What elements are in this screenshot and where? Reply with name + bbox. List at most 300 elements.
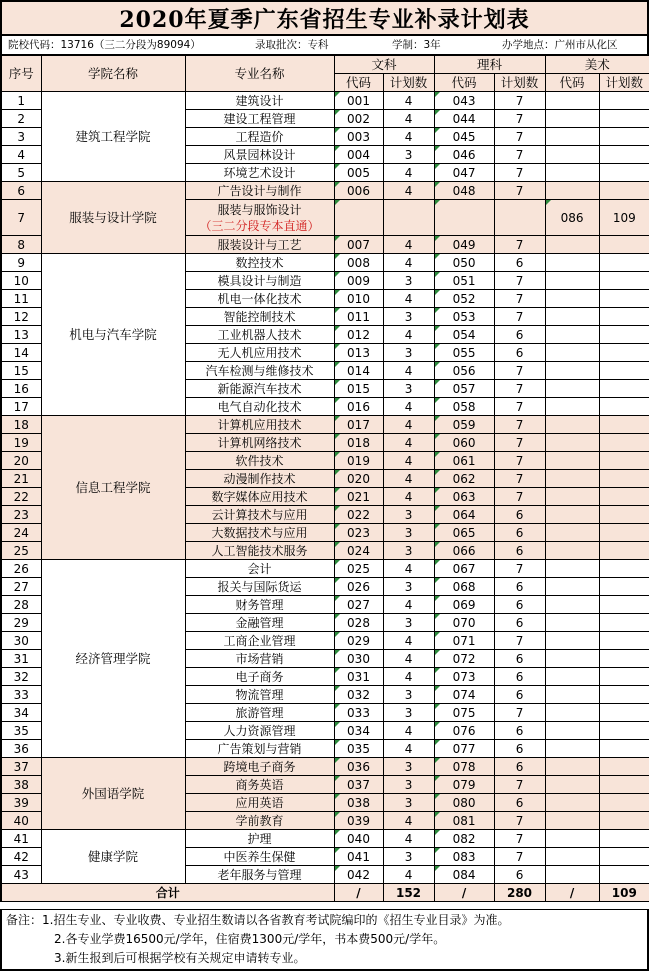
- science-plan: 7: [494, 92, 545, 110]
- fine-arts-plan: [599, 416, 649, 434]
- fine-arts-code: [545, 272, 599, 290]
- row-seq: 21: [1, 470, 41, 488]
- major-name: 旅游管理: [235, 705, 284, 720]
- arts-plan: 4: [383, 470, 434, 488]
- major-note: （三二分段专本直通）: [199, 218, 320, 233]
- row-seq: 33: [1, 686, 41, 704]
- row-major: [185, 776, 334, 794]
- science-code: 064: [434, 506, 494, 524]
- arts-plan: 3: [383, 308, 434, 326]
- arts-plan: 4: [383, 812, 434, 830]
- row-seq: 29: [1, 614, 41, 632]
- note-1: 备注：1.招生专业、专业收费、专业招生数请以各省教育考试院编印的《招生专业目录》为准。: [6, 913, 510, 927]
- major-name: 学前教育: [235, 813, 284, 828]
- total-arts-plan: 152: [383, 884, 434, 902]
- fine-arts-code: [545, 722, 599, 740]
- row-major: [185, 416, 334, 434]
- fine-arts-code: [545, 488, 599, 506]
- arts-code: 024: [334, 542, 383, 560]
- total-science-code: /: [434, 884, 494, 902]
- arts-plan: 3: [383, 506, 434, 524]
- row-major: [185, 848, 334, 866]
- header-fine-arts-plan: 计划数: [599, 74, 649, 92]
- science-code: 051: [434, 272, 494, 290]
- arts-code: 004: [334, 146, 383, 164]
- fine-arts-code: [545, 686, 599, 704]
- arts-plan: 3: [383, 704, 434, 722]
- college-name: 健康学院: [41, 830, 185, 884]
- row-seq: 22: [1, 488, 41, 506]
- science-code: 063: [434, 488, 494, 506]
- major-name: 大数据技术与应用: [211, 525, 308, 540]
- fine-arts-code: [545, 794, 599, 812]
- fine-arts-code: [545, 290, 599, 308]
- arts-code: 035: [334, 740, 383, 758]
- header-major: 专业名称: [185, 56, 334, 92]
- table-row: [1, 416, 649, 434]
- arts-code: 020: [334, 470, 383, 488]
- row-seq: 38: [1, 776, 41, 794]
- fine-arts-plan: [599, 506, 649, 524]
- major-name: 汽车检测与维修技术: [205, 363, 314, 378]
- fine-arts-plan: [599, 236, 649, 254]
- fine-arts-plan: [599, 740, 649, 758]
- science-code: 049: [434, 236, 494, 254]
- arts-code: 016: [334, 398, 383, 416]
- major-name: 建设工程管理: [223, 111, 296, 126]
- science-code: 048: [434, 182, 494, 200]
- row-major: [185, 812, 334, 830]
- science-code: 062: [434, 470, 494, 488]
- fine-arts-plan: [599, 308, 649, 326]
- plan-table: [0, 55, 649, 902]
- table-row: [1, 92, 649, 110]
- fine-arts-plan: [599, 110, 649, 128]
- row-seq: 4: [1, 146, 41, 164]
- arts-plan: 4: [383, 182, 434, 200]
- science-code: 055: [434, 344, 494, 362]
- row-major: [185, 722, 334, 740]
- row-seq: 39: [1, 794, 41, 812]
- science-plan: 7: [494, 308, 545, 326]
- science-code: 061: [434, 452, 494, 470]
- fine-arts-code: [545, 830, 599, 848]
- science-code: 053: [434, 308, 494, 326]
- arts-plan: 4: [383, 416, 434, 434]
- science-plan: 6: [494, 578, 545, 596]
- science-code: 078: [434, 758, 494, 776]
- science-plan: 7: [494, 416, 545, 434]
- fine-arts-plan: [599, 290, 649, 308]
- arts-plan: 4: [383, 92, 434, 110]
- science-plan: 7: [494, 848, 545, 866]
- row-seq: 9: [1, 254, 41, 272]
- row-major: [185, 740, 334, 758]
- science-plan: 7: [494, 362, 545, 380]
- arts-code: [334, 200, 383, 236]
- row-major: [185, 578, 334, 596]
- row-major: [185, 452, 334, 470]
- science-code: 082: [434, 830, 494, 848]
- fine-arts-plan: [599, 182, 649, 200]
- science-code: 057: [434, 380, 494, 398]
- row-major: [185, 272, 334, 290]
- arts-plan: 4: [383, 722, 434, 740]
- arts-plan: 4: [383, 128, 434, 146]
- science-code: 046: [434, 146, 494, 164]
- fine-arts-plan: [599, 560, 649, 578]
- header-college: 学院名称: [41, 56, 185, 92]
- arts-code: 041: [334, 848, 383, 866]
- science-plan: 7: [494, 704, 545, 722]
- fine-arts-code: [545, 668, 599, 686]
- arts-plan: 4: [383, 110, 434, 128]
- row-major: [185, 434, 334, 452]
- arts-code: 021: [334, 488, 383, 506]
- arts-plan: 3: [383, 776, 434, 794]
- fine-arts-plan: [599, 632, 649, 650]
- header-fine-arts-code: 代码: [545, 74, 599, 92]
- science-plan: 7: [494, 290, 545, 308]
- major-name: 财务管理: [235, 597, 284, 612]
- college-name: 建筑工程学院: [41, 92, 185, 182]
- arts-code: 042: [334, 866, 383, 884]
- fine-arts-plan: [599, 650, 649, 668]
- row-major: [185, 362, 334, 380]
- fine-arts-plan: [599, 434, 649, 452]
- major-name: 物流管理: [235, 687, 284, 702]
- fine-arts-code: [545, 182, 599, 200]
- arts-plan: 4: [383, 434, 434, 452]
- fine-arts-plan: [599, 128, 649, 146]
- major-name: 护理: [247, 831, 272, 846]
- row-major: [185, 128, 334, 146]
- fine-arts-code: [545, 812, 599, 830]
- arts-code: 023: [334, 524, 383, 542]
- fine-arts-code: [545, 164, 599, 182]
- plan-table-body: [1, 92, 649, 884]
- science-code: 083: [434, 848, 494, 866]
- fine-arts-code: [545, 614, 599, 632]
- arts-plan: 3: [383, 542, 434, 560]
- arts-code: 040: [334, 830, 383, 848]
- arts-code: 039: [334, 812, 383, 830]
- row-major: [185, 758, 334, 776]
- science-code: 060: [434, 434, 494, 452]
- arts-code: 029: [334, 632, 383, 650]
- science-code: 047: [434, 164, 494, 182]
- arts-plan: 4: [383, 866, 434, 884]
- science-plan: 7: [494, 164, 545, 182]
- fine-arts-plan: [599, 776, 649, 794]
- fine-arts-code: [545, 776, 599, 794]
- total-label: 合计: [1, 884, 334, 902]
- total-science-plan: 280: [494, 884, 545, 902]
- arts-plan: [383, 200, 434, 236]
- arts-code: 017: [334, 416, 383, 434]
- row-major: [185, 344, 334, 362]
- arts-code: 003: [334, 128, 383, 146]
- page-title: 2020年夏季广东省招生专业补录计划表: [0, 0, 649, 36]
- science-plan: 6: [494, 506, 545, 524]
- major-name: 工业机器人技术: [217, 327, 302, 342]
- science-plan: 7: [494, 128, 545, 146]
- row-major: [185, 488, 334, 506]
- header-arts-code: 代码: [334, 74, 383, 92]
- fine-arts-code: [545, 434, 599, 452]
- science-code: 073: [434, 668, 494, 686]
- science-code: 069: [434, 596, 494, 614]
- science-plan: 7: [494, 236, 545, 254]
- major-name: 新能源汽车技术: [217, 381, 302, 396]
- arts-plan: 4: [383, 254, 434, 272]
- total-row: [1, 884, 649, 902]
- row-major: [185, 110, 334, 128]
- science-code: 075: [434, 704, 494, 722]
- science-code: [434, 200, 494, 236]
- major-name: 报关与国际货运: [217, 579, 302, 594]
- fine-arts-plan: [599, 542, 649, 560]
- science-code: 072: [434, 650, 494, 668]
- row-seq: 24: [1, 524, 41, 542]
- table-row: [1, 254, 649, 272]
- science-code: 079: [434, 776, 494, 794]
- row-major: [185, 596, 334, 614]
- study-years: 学制：3年: [392, 39, 441, 51]
- science-code: 054: [434, 326, 494, 344]
- note-2: 2.各专业学费16500元/学年，住宿费1300元/学年，书本费500元/学年。: [54, 932, 446, 946]
- arts-code: 005: [334, 164, 383, 182]
- major-name: 应用英语: [235, 795, 284, 810]
- row-major: [185, 398, 334, 416]
- row-seq: 7: [1, 200, 41, 236]
- arts-code: 019: [334, 452, 383, 470]
- science-plan: 7: [494, 272, 545, 290]
- row-seq: 10: [1, 272, 41, 290]
- note-3: 3.新生报到后可根据学校有关规定申请转专业。: [54, 951, 306, 965]
- fine-arts-code: [545, 542, 599, 560]
- table-row: [1, 560, 649, 578]
- row-seq: 32: [1, 668, 41, 686]
- fine-arts-plan: [599, 596, 649, 614]
- row-major: [185, 200, 334, 236]
- row-seq: 18: [1, 416, 41, 434]
- row-major: [185, 380, 334, 398]
- arts-code: 033: [334, 704, 383, 722]
- fine-arts-code: [545, 470, 599, 488]
- science-code: 058: [434, 398, 494, 416]
- arts-code: 025: [334, 560, 383, 578]
- fine-arts-code: [545, 344, 599, 362]
- science-code: 044: [434, 110, 494, 128]
- science-code: 080: [434, 794, 494, 812]
- arts-plan: 4: [383, 596, 434, 614]
- notes: [0, 909, 649, 971]
- row-seq: 35: [1, 722, 41, 740]
- row-seq: 5: [1, 164, 41, 182]
- fine-arts-code: [545, 866, 599, 884]
- row-seq: 20: [1, 452, 41, 470]
- fine-arts-plan: [599, 398, 649, 416]
- science-code: 070: [434, 614, 494, 632]
- arts-plan: 4: [383, 164, 434, 182]
- fine-arts-code: [545, 398, 599, 416]
- arts-plan: 4: [383, 830, 434, 848]
- campus-location: 办学地点：广州市从化区: [502, 39, 618, 51]
- science-plan: 7: [494, 632, 545, 650]
- arts-plan: 3: [383, 380, 434, 398]
- row-major: [185, 614, 334, 632]
- row-seq: 2: [1, 110, 41, 128]
- fine-arts-plan: [599, 146, 649, 164]
- arts-code: 007: [334, 236, 383, 254]
- row-seq: 25: [1, 542, 41, 560]
- row-seq: 31: [1, 650, 41, 668]
- row-seq: 36: [1, 740, 41, 758]
- science-code: 084: [434, 866, 494, 884]
- fine-arts-plan: [599, 794, 649, 812]
- row-major: [185, 632, 334, 650]
- major-name: 人工智能技术服务: [211, 543, 308, 558]
- arts-code: 027: [334, 596, 383, 614]
- fine-arts-plan: [599, 470, 649, 488]
- header-row-top: [1, 56, 649, 74]
- arts-plan: 3: [383, 524, 434, 542]
- arts-code: 015: [334, 380, 383, 398]
- science-code: 065: [434, 524, 494, 542]
- row-seq: 6: [1, 182, 41, 200]
- fine-arts-code: [545, 254, 599, 272]
- fine-arts-plan: [599, 344, 649, 362]
- arts-code: 022: [334, 506, 383, 524]
- major-name: 动漫制作技术: [223, 471, 296, 486]
- row-major: [185, 794, 334, 812]
- school-code: 院校代码：13716（三二分段为89094）: [8, 39, 201, 51]
- major-name: 老年服务与管理: [217, 867, 302, 882]
- row-seq: 3: [1, 128, 41, 146]
- row-seq: 27: [1, 578, 41, 596]
- fine-arts-plan: [599, 848, 649, 866]
- science-code: 071: [434, 632, 494, 650]
- row-major: [185, 236, 334, 254]
- fine-arts-plan: [599, 812, 649, 830]
- row-major: [185, 182, 334, 200]
- fine-arts-code: [545, 128, 599, 146]
- science-plan: [494, 200, 545, 236]
- arts-code: 006: [334, 182, 383, 200]
- fine-arts-plan: [599, 866, 649, 884]
- fine-arts-plan: [599, 380, 649, 398]
- admission-batch: 录取批次：专科: [255, 39, 329, 51]
- arts-plan: 4: [383, 650, 434, 668]
- science-plan: 6: [494, 596, 545, 614]
- fine-arts-code: [545, 650, 599, 668]
- science-plan: 7: [494, 434, 545, 452]
- fine-arts-code: [545, 92, 599, 110]
- fine-arts-plan: [599, 164, 649, 182]
- table-row: [1, 830, 649, 848]
- arts-code: 014: [334, 362, 383, 380]
- arts-plan: 4: [383, 668, 434, 686]
- science-code: 050: [434, 254, 494, 272]
- major-name: 工商企业管理: [223, 633, 296, 648]
- fine-arts-plan: [599, 524, 649, 542]
- fine-arts-code: [545, 704, 599, 722]
- major-name: 建筑设计: [235, 93, 284, 108]
- major-name: 环境艺术设计: [223, 165, 296, 180]
- science-code: 081: [434, 812, 494, 830]
- fine-arts-plan: [599, 578, 649, 596]
- row-seq: 8: [1, 236, 41, 254]
- fine-arts-code: [545, 110, 599, 128]
- arts-code: 031: [334, 668, 383, 686]
- arts-plan: 4: [383, 326, 434, 344]
- major-name: 软件技术: [235, 453, 284, 468]
- table-row: [1, 758, 649, 776]
- science-plan: 6: [494, 650, 545, 668]
- major-name: 电气自动化技术: [217, 399, 302, 414]
- row-seq: 23: [1, 506, 41, 524]
- major-name: 电子商务: [235, 669, 284, 684]
- fine-arts-code: [545, 380, 599, 398]
- arts-code: 037: [334, 776, 383, 794]
- row-seq: 12: [1, 308, 41, 326]
- fine-arts-plan: [599, 758, 649, 776]
- arts-plan: 4: [383, 236, 434, 254]
- arts-plan: 3: [383, 848, 434, 866]
- arts-plan: 4: [383, 632, 434, 650]
- arts-code: 034: [334, 722, 383, 740]
- science-code: 077: [434, 740, 494, 758]
- fine-arts-plan: [599, 830, 649, 848]
- major-name: 广告策划与营销: [217, 741, 302, 756]
- fine-arts-plan: [599, 92, 649, 110]
- arts-code: 036: [334, 758, 383, 776]
- fine-arts-code: [545, 524, 599, 542]
- college-name: 信息工程学院: [41, 416, 185, 560]
- row-major: [185, 254, 334, 272]
- arts-code: 038: [334, 794, 383, 812]
- major-name: 会计: [247, 561, 272, 576]
- header-fine-arts: 美术: [545, 56, 649, 74]
- major-name: 机电一体化技术: [217, 291, 302, 306]
- college-name: 服装与设计学院: [41, 182, 185, 254]
- row-major: [185, 686, 334, 704]
- science-code: 076: [434, 722, 494, 740]
- college-name: 外国语学院: [41, 758, 185, 830]
- arts-code: 002: [334, 110, 383, 128]
- row-seq: 28: [1, 596, 41, 614]
- science-plan: 7: [494, 452, 545, 470]
- arts-code: 013: [334, 344, 383, 362]
- arts-plan: 3: [383, 344, 434, 362]
- science-plan: 6: [494, 542, 545, 560]
- row-major: [185, 830, 334, 848]
- total-fine-arts-plan: 109: [599, 884, 649, 902]
- arts-plan: 3: [383, 758, 434, 776]
- major-name: 商务英语: [235, 777, 284, 792]
- arts-plan: 3: [383, 146, 434, 164]
- arts-code: 026: [334, 578, 383, 596]
- science-plan: 7: [494, 146, 545, 164]
- arts-plan: 4: [383, 362, 434, 380]
- fine-arts-code: [545, 560, 599, 578]
- fine-arts-plan: [599, 686, 649, 704]
- science-plan: 6: [494, 326, 545, 344]
- fine-arts-plan: [599, 362, 649, 380]
- major-name: 广告设计与制作: [217, 183, 302, 198]
- fine-arts-plan: [599, 668, 649, 686]
